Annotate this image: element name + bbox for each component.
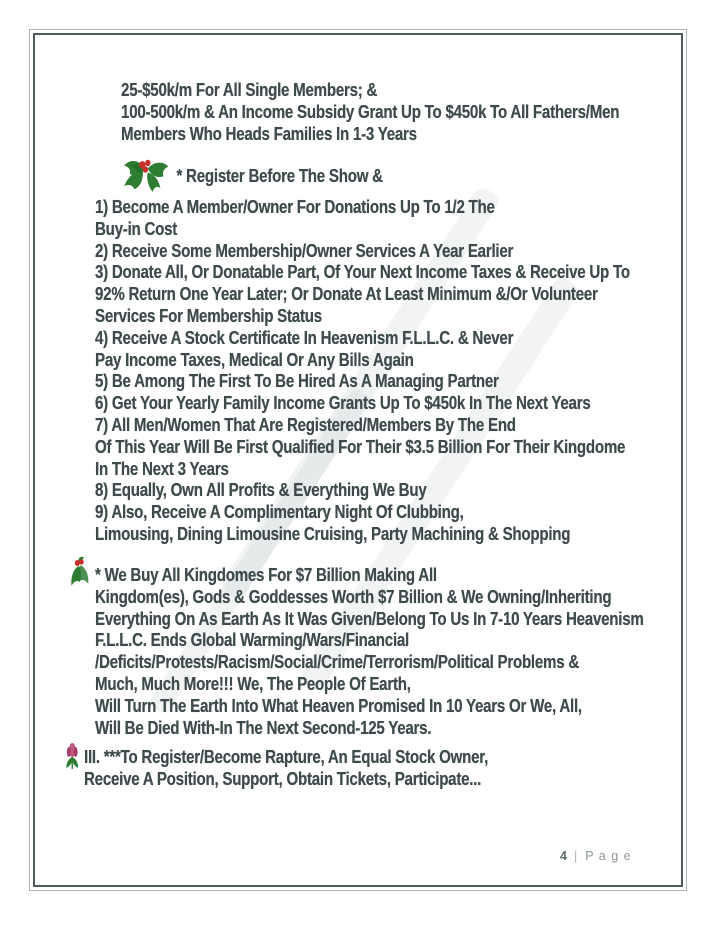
body-line: /Deficits/Protests/Racism/Social/Crime/Terrorism/Political Problems & [95, 652, 579, 673]
body-line: Pay Income Taxes, Medical Or Any Bills Again [95, 349, 414, 370]
body-line: F.L.L.C. Ends Global Warming/Wars/Financial [95, 630, 410, 651]
body-line: 4) Receive A Stock Certificate In Heavenism F.L.L.C. & Never [95, 327, 514, 348]
footer-separator: | [573, 849, 579, 863]
body-line: 5) Be Among The First To Be Hired As A Managing Partner [95, 371, 499, 392]
body-line: Of This Year Will Be First Qualified For Their $3.5 Billion For Their Kingdome [95, 436, 626, 457]
body-line: Services For Membership Status [95, 305, 322, 326]
bullet-text: * Register Before The Show & [176, 166, 383, 187]
body-line: 7) All Men/Women That Are Registered/Members By The End [95, 414, 516, 435]
body-line: 92% Return One Year Later; Or Donate At Least Minimum &/Or Volunteer [95, 284, 598, 305]
body-line: 2) Receive Some Membership/Owner Services A Year Earlier [95, 240, 514, 261]
body-line: Limousing, Dining Limousine Cruising, Party Machining & Shopping [95, 523, 571, 544]
body-line: III. ***To Register/Become Rapture, An Equal Stock Owner, [84, 747, 489, 767]
bullet-list [95, 80, 683, 197]
bullet-item [95, 157, 683, 197]
body-line: 6) Get Your Yearly Family Income Grants Up To $450k In The Next Years [95, 393, 591, 414]
bullet-dot [97, 175, 101, 180]
body-line: Kingdom(es), Gods & Goddesses Worth $7 Billion & We Owning/Inheriting [95, 586, 612, 607]
body-line: Will Turn The Earth Into What Heaven Promised In 10 Years Or We, All, [95, 695, 582, 716]
page-number: 4 [560, 849, 567, 863]
body-line: 3) Donate All, Or Donatable Part, Of Your Next Income Taxes & Receive Up To [95, 262, 630, 283]
bullet-text: 100-500k/m & An Income Subsidy Grant Up To $450k To All Fathers/Men [121, 101, 620, 122]
numbered-list [95, 197, 683, 546]
bullet-item [95, 80, 683, 102]
body-line: * We Buy All Kingdomes For $7 Billion Making All [95, 565, 437, 585]
body-line: In The Next 3 Years [95, 458, 229, 479]
body-line: 8) Equally, Own All Profits & Everything We Buy [95, 480, 427, 501]
holly-sprig-icon [69, 556, 91, 601]
bullet-text: Members Who Heads Families In 1-3 Years [121, 123, 417, 144]
register-paragraph [84, 747, 672, 791]
page-footer [560, 849, 632, 863]
body-line: Much, Much More!!! We, The People Of Earth, [95, 673, 411, 694]
body-line: Buy-in Cost [95, 218, 178, 239]
bullet-dot [97, 89, 101, 94]
bullet-dot [97, 111, 101, 116]
body-line: Will Be Died With-In The Next Second-125 Years. [95, 717, 432, 738]
body-line: 9) Also, Receive A Complimentary Night Of Clubbing, [95, 502, 464, 523]
kingdome-paragraph [95, 565, 683, 739]
body-line: 1) Become A Member/Owner For Donations Up To 1/2 The [95, 197, 495, 217]
body-line: Everything On As Earth As It Was Given/Belong To Us In 7-10 Years Heavenism [95, 608, 644, 629]
footer-label: P a g e [585, 849, 632, 863]
bullet-item [95, 102, 683, 146]
flower-icon [65, 743, 80, 780]
body-line: Receive A Position, Support, Obtain Tickets, Participate... [84, 768, 482, 789]
bullet-text: 25-$50k/m For All Single Members; & [121, 80, 378, 100]
holly-sprig-icon [121, 157, 171, 197]
